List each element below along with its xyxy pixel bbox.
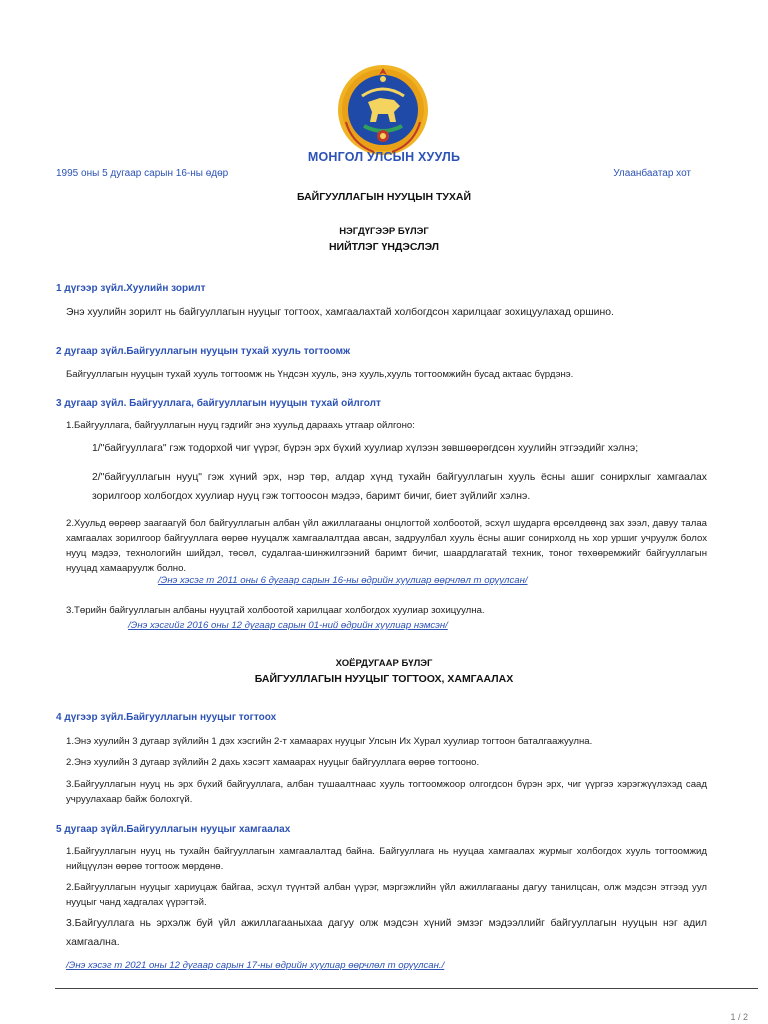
article-4-paragraph-3: 3.Байгууллагын нууц нь эрх бүхий байгууллага, албан тушаалтнаас хууль тогтоомжоор олгогдсон бүрэн эрх, чиг үүргээ хэрэгжүүлэхэд саад учруулахаар байж болохгүй. [66, 779, 707, 805]
article-3-paragraph-3: 3.Төрийн байгууллагын албаны нууцтай холбоотой харилцааг холбогдох хуулиар зохицуулна. [66, 605, 485, 616]
footer-divider [55, 988, 758, 989]
chapter-title: БАЙГУУЛЛАГЫН НУУЦЫГ ТОГТООХ, ХАМГААЛАХ [254, 673, 514, 685]
amendment-link-2011[interactable]: /Энэ хэсэг т 2011 оны 6 дугаар сарын 16-ны өдрийн хуулиар өөрчлөл т оруулсан/ [158, 575, 528, 586]
state-emblem-icon [334, 62, 432, 158]
chapter-label: ХОЁРДУГААР БҮЛЭГ [335, 658, 433, 669]
amendment-link-2021[interactable]: /Энэ хэсэг т 2021 оны 12 дугаар сарын 17-ны өдрийн хуулиар өөрчлөл т оруулсан./ [66, 960, 445, 971]
article-3-paragraph-2: 2.Хуульд өөрөөр заагаагүй бол байгууллагын албан үйл ажиллагааны онцлогтой холбоотой, эсхүл шударга өрсөлдөөнд зах зээл, давуу талаа хамгаалах зорилгоор байгууллага өөрөө нууцалж хамгаалалтдаа авсан, задруулбал хууль ёсны ашиг сонирхолд нь хор уршиг учруулж болох нууц мэдээ, технологийн шийдэл, төсөл, судалгаа-шинжилгээний баримт бичиг, шаардлагатай техник, тоног төхөөремжийг байгууллагын нууцад хамааруулж болно. [66, 518, 707, 574]
article-5-title: 5 дугаар зүйл.Байгууллагын нууцыг хамгаалах [56, 824, 291, 835]
article-3-item-2: 2/"байгууллагын нууц" гэж хүний эрх, нэр төр, алдар хүнд тухайн байгууллагын хууль ёсны ашиг сонирхлыг хамгаалах зорилгоор холбогдох хуулиар нууц гэж тогтоосон мэдээ, баримт бичиг, биет зүйлийг хэлнэ. [92, 472, 707, 502]
article-4-paragraph-1: 1.Энэ хуулийн 3 дугаар зүйлийн 1 дэх хэсгийн 2-т хамаарах нууцыг Улсын Их Хурал хуулиар тогтоон баталгаажуулна. [66, 736, 593, 747]
amendment-link-2016[interactable]: /Энэ хэсгийг 2016 оны 12 дугаар сарын 01-ний өдрийн хуулиар нэмсэн/ [128, 620, 448, 631]
article-3-paragraph-1: 1.Байгууллага, байгууллагын нууц гэдгийг энэ хуульд дараахь утгаар ойлгоно: [66, 420, 415, 431]
article-5-paragraph-3: 3.Байгууллага нь эрхэлж буй үйл ажиллагааныхаа дагуу олж мэдсэн хүний эмзэг мэдээллийг байгууллагын нууцын нэг адил хамгаална. [66, 918, 707, 948]
chapter-label: НЭГДҮГЭЭР БҮЛЭГ [339, 226, 429, 237]
article-4-title: 4 дүгээр зүйл.Байгууллагын нууцыг тогтоох [56, 712, 277, 723]
chapter-2-heading [0, 656, 768, 687]
law-place: Улаанбаатар хот [613, 168, 691, 179]
law-title: МОНГОЛ УЛСЫН ХУУЛЬ [307, 150, 461, 164]
document-title: БАЙГУУЛЛАГЫН НУУЦЫН ТУХАЙ [296, 191, 472, 203]
article-3-title: 3 дугаар зүйл. Байгууллага, байгууллагын нууцын тухай ойлголт [56, 398, 381, 409]
article-3-item-1: 1/"байгууллага" гэж тодорхой чиг үүрэг, бүрэн эрх бүхий хуулиар хүлээн зөвшөөрөгдсөн хуулийн этгээдийг хэлнэ; [92, 443, 639, 454]
chapter-1-heading [0, 224, 768, 255]
article-2-text: Байгууллагын нууцын тухай хууль тогтоомж нь Үндсэн хууль, энэ хууль,хууль тогтоомжийн бусад актаас бүрдэнэ. [66, 369, 574, 380]
article-4-paragraph-2: 2.Энэ хуулийн 3 дугаар зүйлийн 2 дахь хэсэгт хамаарах нууцыг байгууллага өөрөө тогтооно. [66, 757, 480, 768]
article-1-text: Энэ хуулийн зорилт нь байгууллагын нууцыг тогтоох, хамгаалахтай холбогдсон харилцааг зохицуулахад оршино. [66, 307, 614, 318]
article-1-title: 1 дүгээр зүйл.Хуулийн зорилт [56, 283, 206, 294]
page-number: 1 / 2 [730, 1012, 748, 1022]
article-2-title: 2 дугаар зүйл.Байгууллагын нууцын тухай хууль тогтоомж [56, 346, 351, 357]
article-5-paragraph-1: 1.Байгууллагын нууц нь тухайн байгууллагын хамгаалалтад байна. Байгууллага нь нууцаа хамгаалах журмыг холбогдох хууль тогтоомжид нийцүүлэн өөрөө тогтоож мөрдөнө. [66, 846, 707, 872]
chapter-title: НИЙТЛЭГ ҮНДЭСЛЭЛ [328, 241, 440, 253]
law-date: 1995 оны 5 дугаар сарын 16-ны өдөр [56, 168, 229, 179]
article-5-paragraph-2: 2.Байгууллагын нууцыг хариуцаж байгаа, эсхүл түүнтэй албан үүрэг, мэргэжлийн үйл ажиллагааны дагуу танилцсан, олж мэдсэн этгээд уул нууцыг чанд хадгалах үүрэгтэй. [66, 882, 707, 908]
